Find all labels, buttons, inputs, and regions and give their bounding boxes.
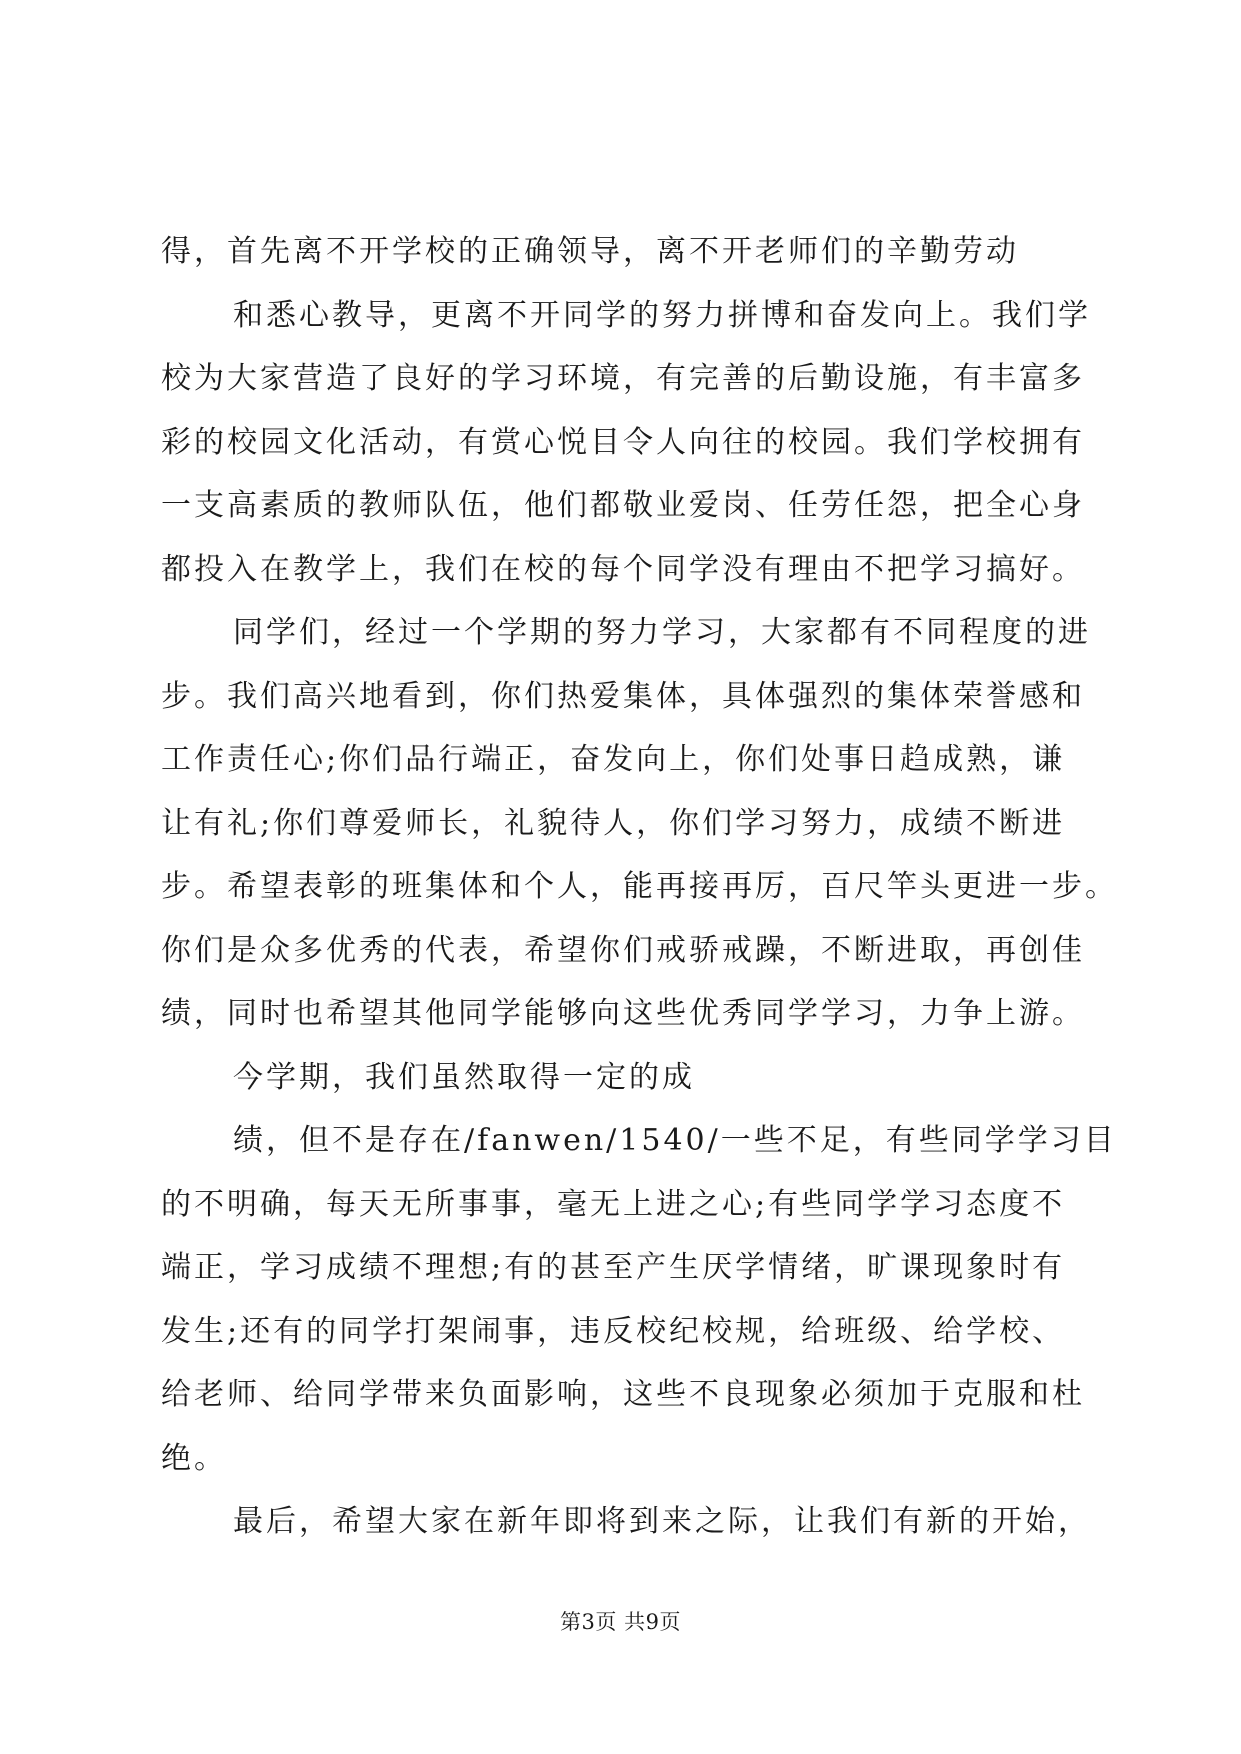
text-line: 今学期，我们虽然取得一定的成: [233, 1059, 695, 1095]
text-line: 都投入在教学上，我们在校的每个同学没有理由不把学习搞好。: [161, 551, 1085, 587]
text-line: 工作责任心;你们品行端正，奋发向上，你们处事日趋成熟，谦: [161, 742, 1066, 777]
text-line: 一支高素质的教师队伍，他们都敬业爱岗、任劳任怨，把全心身: [161, 488, 1085, 523]
text-line: 同学们，经过一个学期的努力学习，大家都有不同程度的进: [233, 615, 1091, 650]
text-line: 绩，但不是存在/fanwen/1540/一些不足，有些同学学习目: [233, 1123, 1117, 1158]
text-line: 校为大家营造了良好的学习环境，有完善的后勤设施，有丰富多: [161, 361, 1085, 396]
text-line: 的不明确，每天无所事事，毫无上进之心;有些同学学习态度不: [161, 1186, 1066, 1222]
text-line: 最后，希望大家在新年即将到来之际，让我们有新的开始，: [233, 1504, 1091, 1539]
body-text: [161, 230, 1118, 1564]
page-footer: [0, 1606, 1241, 1636]
text-line: 得，首先离不开学校的正确领导，离不开老师们的辛勤劳动: [161, 234, 1019, 269]
text-line: 给老师、给同学带来负面影响，这些不良现象必须加于克服和杜: [161, 1377, 1085, 1412]
text-line: 让有礼;你们尊爱师长，礼貌待人，你们学习努力，成绩不断进: [161, 805, 1066, 841]
text-line: 绩，同时也希望其他同学能够向这些优秀同学学习，力争上游。: [161, 996, 1085, 1031]
text-line: 绝。: [161, 1440, 227, 1476]
text-line: 步。希望表彰的班集体和个人，能再接再厉，百尺竿头更进一步。: [161, 869, 1118, 904]
text-line: 端正，学习成绩不理想;有的甚至产生厌学情绪，旷课现象时有: [161, 1250, 1066, 1285]
page-number: 第3页 共9页: [560, 1610, 681, 1634]
text-line: 和悉心教导，更离不开同学的努力拼博和奋发向上。我们学: [233, 297, 1091, 333]
text-line: 你们是众多优秀的代表，希望你们戒骄戒躁，不断进取，再创佳: [161, 932, 1085, 968]
text-line: 发生;还有的同学打架闹事，违反校纪校规，给班级、给学校、: [161, 1313, 1066, 1349]
text-line: 彩的校园文化活动，有赏心悦目令人向往的校园。我们学校拥有: [161, 424, 1085, 460]
text-line: 步。我们高兴地看到，你们热爱集体，具体强烈的集体荣誉感和: [161, 678, 1085, 714]
